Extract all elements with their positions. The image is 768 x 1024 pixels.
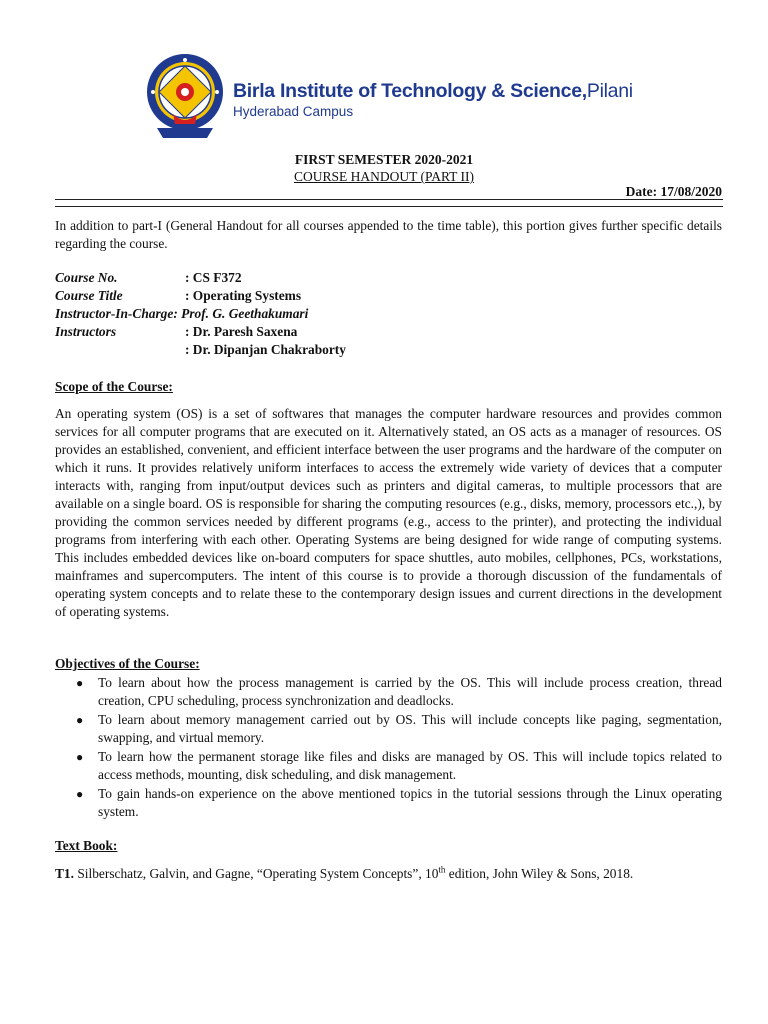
textbook-heading: Text Book: — [55, 838, 118, 853]
bullet-icon: ● — [76, 750, 84, 764]
semester-title: FIRST SEMESTER 2020-2021 — [294, 152, 474, 167]
scope-paragraph: An operating system (OS) is a set of softwares that manages the computer hardware resources and provides common services for all computer programs that are executed on it. Alternatively stated, an OS acts as a manager of resources. OS provides an established, convenient, and efficient interface between the user programs and the hardware of the computer on which it runs. It provides relatively uniform interfaces to access the extremely wide variety of devices that a computer interacts with, ranging from input/output devices such as printers and digital cameras, to multiple processors that are available on a single board. OS is responsible for sharing the computing resources (e.g., disks, memory, processors etc.,), by providing the common services needed by different programs (e.g., access to the printer), and protecting the individual programs from interfering with each other. Operating Systems are being designed for wide range of computing systems. This includes embedded devices like on-board computers for space shuttles, auto mobiles, cellphones, PCs, workstations, mainframes and supercomputers. The intent of this course is to provide a thorough discussion of the fundamentals of operating system concepts and to relate these to the contemporary design issues and current directions in the development of operating systems. — [55, 406, 722, 619]
course-title-label: Course Title — [55, 288, 123, 303]
double-rule-divider — [55, 199, 723, 207]
list-item: ● To learn about memory management carried out by OS. This will include concepts like paging, segmentation, swapping, and virtual memory. — [76, 712, 722, 745]
bits-pilani-emblem-icon — [145, 52, 225, 140]
instructor-2: : Dr. Dipanjan Chakraborty — [185, 342, 346, 357]
intro-paragraph: In addition to part-I (General Handout for all courses appended to the time table), this portion gives further specific details regarding the course. — [55, 218, 722, 251]
objectives-list — [55, 674, 722, 822]
campus-name: Hyderabad Campus — [233, 104, 354, 119]
objectives-heading: Objectives of the Course: — [55, 656, 200, 671]
instructor-in-charge-label: Instructor-In-Charge: Prof. G. Geethakumari — [55, 306, 309, 321]
textbook-entry: T1. Silberschatz, Galvin, and Gagne, “Operating System Concepts”, 10th edition, John Wiley & Sons, 2018. — [55, 864, 634, 881]
course-title-value: : Operating Systems — [185, 288, 302, 303]
course-no-value: : CS F372 — [185, 270, 242, 285]
bullet-icon: ● — [76, 713, 84, 727]
bullet-icon: ● — [76, 676, 84, 690]
bullet-icon: ● — [76, 787, 84, 801]
instructor-1: : Dr. Paresh Saxena — [185, 324, 298, 339]
handout-subtitle: COURSE HANDOUT (PART II) — [293, 169, 475, 184]
list-item: ● To gain hands-on experience on the above mentioned topics in the tutorial sessions through the Linux operating system. — [76, 786, 722, 819]
scope-heading: Scope of the Course: — [55, 379, 173, 394]
institute-name: Birla Institute of Technology & Science,Pilani — [233, 80, 633, 102]
instructors-label: Instructors — [55, 324, 117, 339]
institute-header — [145, 52, 635, 142]
list-item: ● To learn about how the process management is carried by the OS. This will include process creation, thread creation, CPU scheduling, process synchronization and deadlocks. — [76, 675, 722, 708]
list-item: ● To learn how the permanent storage like files and disks are managed by OS. This will include topics related to access methods, mounting, disk scheduling, and disk management. — [76, 749, 722, 782]
course-no-label: Course No. — [55, 270, 118, 285]
document-date: Date: 17/08/2020 — [625, 184, 722, 199]
